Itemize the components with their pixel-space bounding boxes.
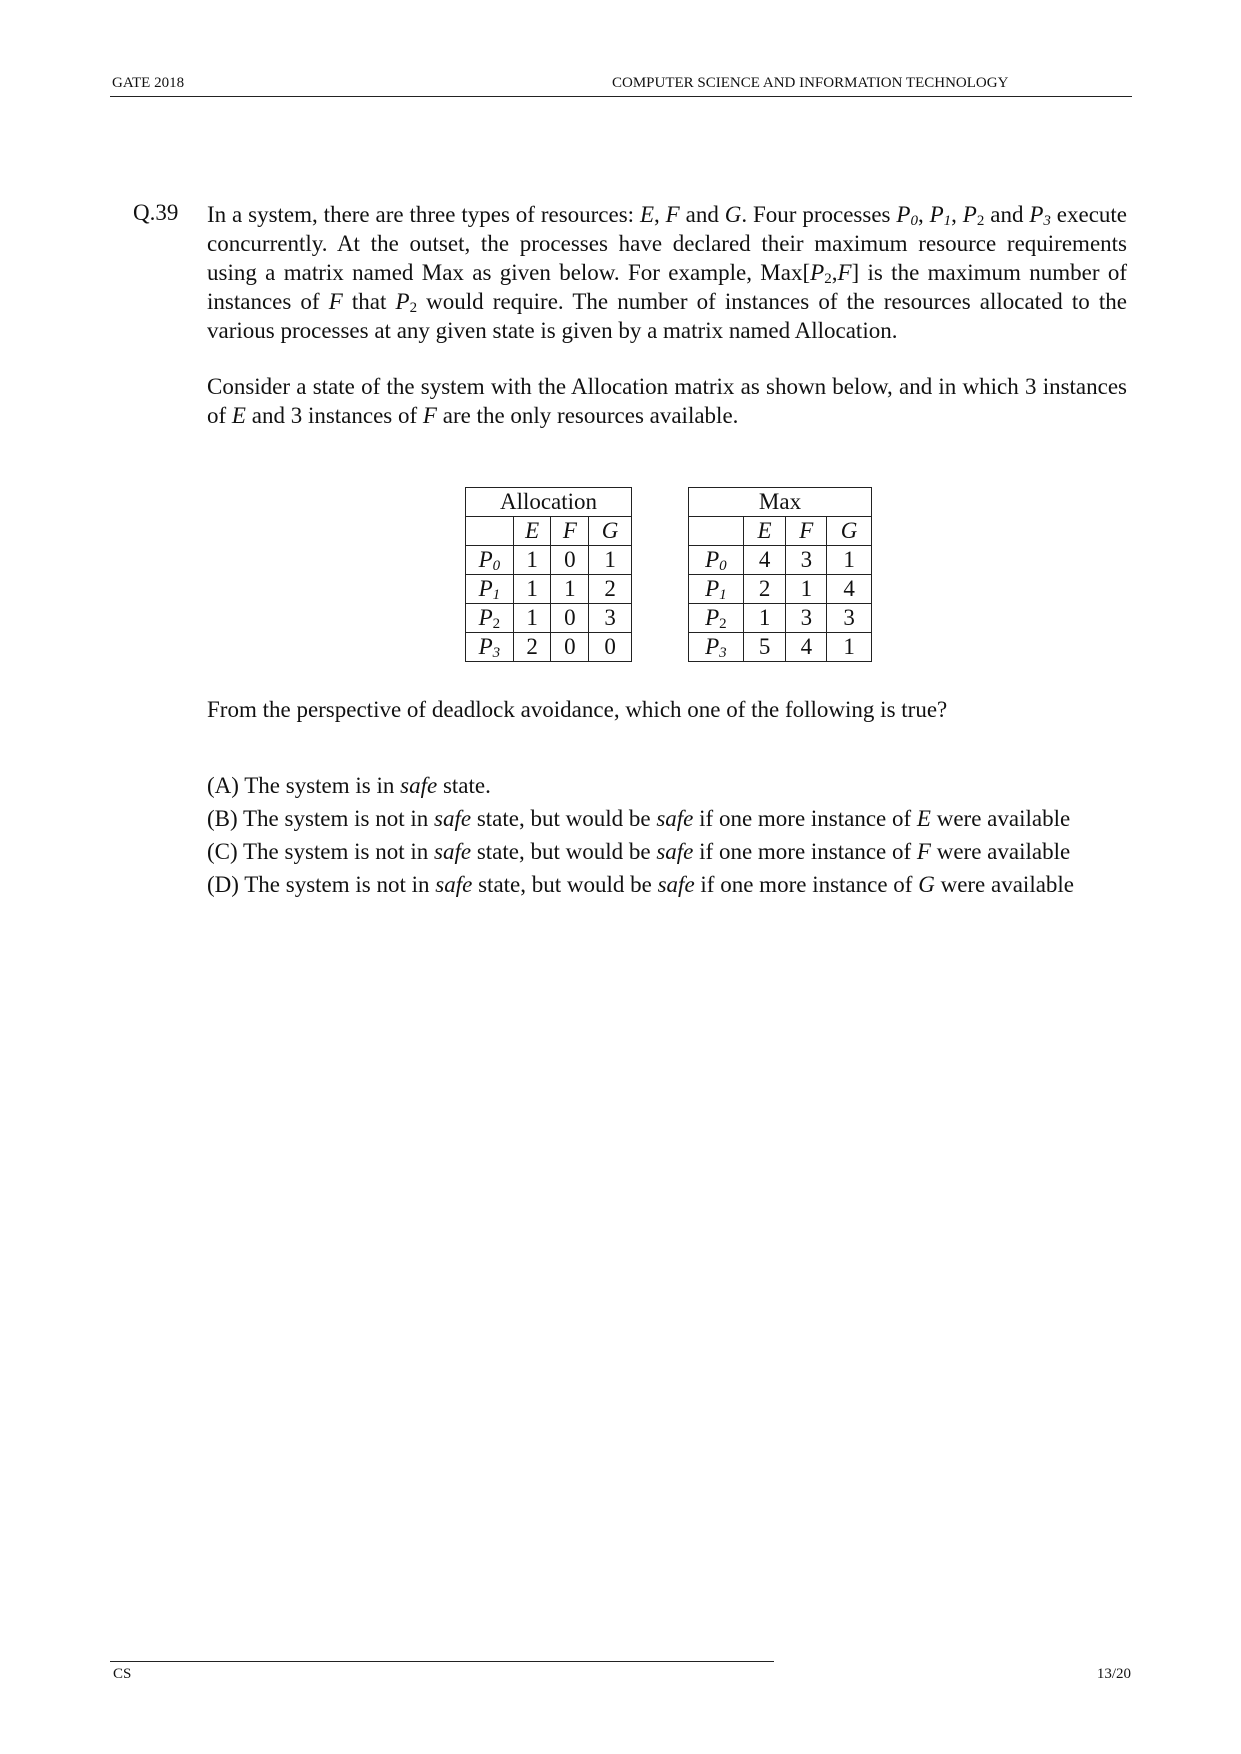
text-run: , bbox=[917, 202, 930, 227]
table-row bbox=[689, 546, 872, 575]
table-row bbox=[466, 575, 632, 604]
table-cell: 3 bbox=[827, 604, 872, 633]
table-cell: 0 bbox=[589, 633, 632, 662]
resource-f: F bbox=[422, 403, 437, 428]
table-row bbox=[689, 604, 872, 633]
resource-g: G bbox=[918, 872, 935, 897]
process-p: P bbox=[1029, 202, 1044, 227]
subscript: 1 bbox=[492, 587, 501, 603]
process-p: P bbox=[478, 634, 493, 659]
process-p: P bbox=[478, 605, 493, 630]
text-run: (C) The system is not in bbox=[207, 839, 435, 864]
question-number: Q.39 bbox=[133, 200, 179, 225]
resource-g: G bbox=[724, 202, 742, 227]
process-p: P bbox=[810, 260, 825, 285]
row-header bbox=[689, 604, 744, 633]
text-run: state. bbox=[437, 773, 491, 798]
safe-term: safe bbox=[434, 839, 472, 864]
table-cell: 3 bbox=[786, 546, 827, 575]
column-header: G bbox=[827, 517, 872, 546]
table-cell: 4 bbox=[827, 575, 872, 604]
text-run: were available bbox=[930, 806, 1071, 831]
column-header: F bbox=[786, 517, 827, 546]
row-header bbox=[466, 604, 514, 633]
resource-f: F bbox=[837, 260, 852, 285]
table-row bbox=[466, 604, 632, 633]
footer-paper-code: CS bbox=[113, 1666, 132, 1682]
subscript: 2 bbox=[719, 616, 727, 632]
row-header bbox=[466, 546, 514, 575]
question-prompt: From the perspective of deadlock avoidance, which one of the following is true? bbox=[207, 697, 948, 722]
resource-f: F bbox=[916, 839, 931, 864]
table-cell: 1 bbox=[589, 546, 632, 575]
subscript: 2 bbox=[409, 300, 418, 316]
text-run: (D) The system is not in bbox=[207, 872, 436, 897]
footer-page-number: 13/20 bbox=[1096, 1666, 1131, 1682]
table-cell: 0 bbox=[551, 546, 589, 575]
max-matrix bbox=[688, 487, 872, 662]
text-run: state, but would be bbox=[472, 872, 658, 897]
subscript: 0 bbox=[492, 558, 501, 574]
table-cell: 1 bbox=[551, 575, 589, 604]
text-run: execute concurrently. At the outset, the processes have declared their maximum resource requirements using a matrix named Max as given below. For example, Max[ bbox=[207, 202, 1128, 285]
safe-term: safe bbox=[656, 839, 694, 864]
text-run: if one more instance of bbox=[694, 872, 919, 897]
safe-term: safe bbox=[400, 773, 438, 798]
text-run: (A) The system is in bbox=[207, 773, 401, 798]
table-cell: 1 bbox=[743, 604, 786, 633]
text-run: that bbox=[342, 289, 396, 314]
table-cell: 0 bbox=[551, 633, 589, 662]
text-run: , bbox=[951, 202, 963, 227]
text-run: , bbox=[831, 260, 838, 285]
subscript: 3 bbox=[492, 645, 501, 661]
resource-e: E bbox=[639, 202, 655, 227]
resource-f: F bbox=[328, 289, 343, 314]
table-cell: 1 bbox=[513, 546, 551, 575]
resource-e: E bbox=[231, 403, 246, 428]
text-run: and 3 instances of bbox=[245, 403, 423, 428]
process-p: P bbox=[929, 202, 944, 227]
table-cell: 2 bbox=[589, 575, 632, 604]
table-cell: 5 bbox=[743, 633, 786, 662]
text-run: and bbox=[679, 202, 725, 227]
text-run: state, but would be bbox=[471, 806, 657, 831]
allocation-caption: Allocation bbox=[466, 488, 632, 517]
process-p: P bbox=[705, 547, 720, 572]
row-header bbox=[689, 575, 744, 604]
table-cell: 1 bbox=[513, 575, 551, 604]
row-header bbox=[689, 633, 744, 662]
table-cell: 3 bbox=[589, 604, 632, 633]
safe-term: safe bbox=[435, 872, 473, 897]
table-row bbox=[466, 633, 632, 662]
answer-options bbox=[207, 769, 1087, 901]
text-run: and bbox=[984, 202, 1030, 227]
text-run: would require. The number of instances of the resources allocated to the various processes at any given state is given by a matrix named Allocation. bbox=[207, 289, 1127, 343]
safe-term: safe bbox=[657, 872, 695, 897]
table-cell: 4 bbox=[786, 633, 827, 662]
text-run: In a system, there are three types of resources: bbox=[207, 202, 640, 227]
text-run: if one more instance of bbox=[693, 806, 917, 831]
table-row bbox=[689, 575, 872, 604]
process-p: P bbox=[705, 605, 720, 630]
table-cell: 1 bbox=[513, 604, 551, 633]
table-cell: 1 bbox=[827, 546, 872, 575]
table-cell: 3 bbox=[786, 604, 827, 633]
table-cell: 1 bbox=[827, 633, 872, 662]
process-p: P bbox=[705, 634, 720, 659]
allocation-matrix bbox=[465, 487, 632, 662]
text-run: state, but would be bbox=[471, 839, 657, 864]
row-header bbox=[466, 575, 514, 604]
subscript: 1 bbox=[943, 213, 952, 229]
safe-term: safe bbox=[434, 806, 472, 831]
process-p: P bbox=[478, 547, 493, 572]
column-header: E bbox=[743, 517, 786, 546]
option-d bbox=[207, 868, 1087, 901]
process-p: P bbox=[705, 576, 720, 601]
table-cell: 2 bbox=[513, 633, 551, 662]
text-run: ] is the maximum number of instances of bbox=[207, 260, 1127, 314]
corner-cell bbox=[466, 517, 514, 546]
text-run: , bbox=[654, 202, 666, 227]
safe-term: safe bbox=[656, 806, 694, 831]
text-run: if one more instance of bbox=[693, 839, 917, 864]
row-header bbox=[466, 633, 514, 662]
matrices bbox=[0, 487, 1241, 669]
max-caption: Max bbox=[689, 488, 872, 517]
text-run: were available bbox=[934, 872, 1075, 897]
subscript: 0 bbox=[719, 558, 727, 574]
row-header bbox=[689, 546, 744, 575]
question-paragraph-2 bbox=[207, 372, 1127, 430]
header-rule bbox=[110, 96, 1132, 97]
column-header: F bbox=[551, 517, 589, 546]
process-p: P bbox=[478, 576, 493, 601]
subscript: 2 bbox=[976, 213, 985, 229]
footer-rule bbox=[110, 1661, 774, 1662]
subscript: 2 bbox=[492, 616, 501, 632]
resource-e: E bbox=[916, 806, 931, 831]
table-row bbox=[689, 633, 872, 662]
question-paragraph-1 bbox=[207, 200, 1127, 345]
text-run: (B) The system is not in bbox=[207, 806, 435, 831]
subscript: 3 bbox=[1043, 213, 1051, 229]
option-b bbox=[207, 802, 1087, 835]
column-header: G bbox=[589, 517, 632, 546]
header-exam-name: GATE 2018 bbox=[112, 75, 185, 91]
table-cell: 2 bbox=[743, 575, 786, 604]
process-p: P bbox=[962, 202, 977, 227]
column-header: E bbox=[513, 517, 551, 546]
table-cell: 0 bbox=[551, 604, 589, 633]
table-cell: 1 bbox=[786, 575, 827, 604]
subscript: 1 bbox=[719, 587, 727, 603]
option-a bbox=[207, 769, 1087, 802]
corner-cell bbox=[689, 517, 744, 546]
resource-f: F bbox=[665, 202, 680, 227]
text-run: were available bbox=[930, 839, 1071, 864]
subscript: 0 bbox=[910, 213, 918, 229]
text-run: . Four processes bbox=[741, 202, 897, 227]
subscript: 3 bbox=[719, 645, 727, 661]
table-cell: 4 bbox=[743, 546, 786, 575]
text-run: are the only resources available. bbox=[436, 403, 739, 428]
subscript: 2 bbox=[824, 271, 832, 287]
text-run: Consider a state of the system with the Allocation matrix as shown below, and in which 3 instances of bbox=[207, 374, 1127, 428]
process-p: P bbox=[896, 202, 911, 227]
question-body bbox=[207, 200, 1127, 430]
process-p: P bbox=[395, 289, 410, 314]
option-c bbox=[207, 835, 1087, 868]
table-row bbox=[466, 546, 632, 575]
header-subject: COMPUTER SCIENCE AND INFORMATION TECHNOLOGY bbox=[612, 75, 1009, 91]
